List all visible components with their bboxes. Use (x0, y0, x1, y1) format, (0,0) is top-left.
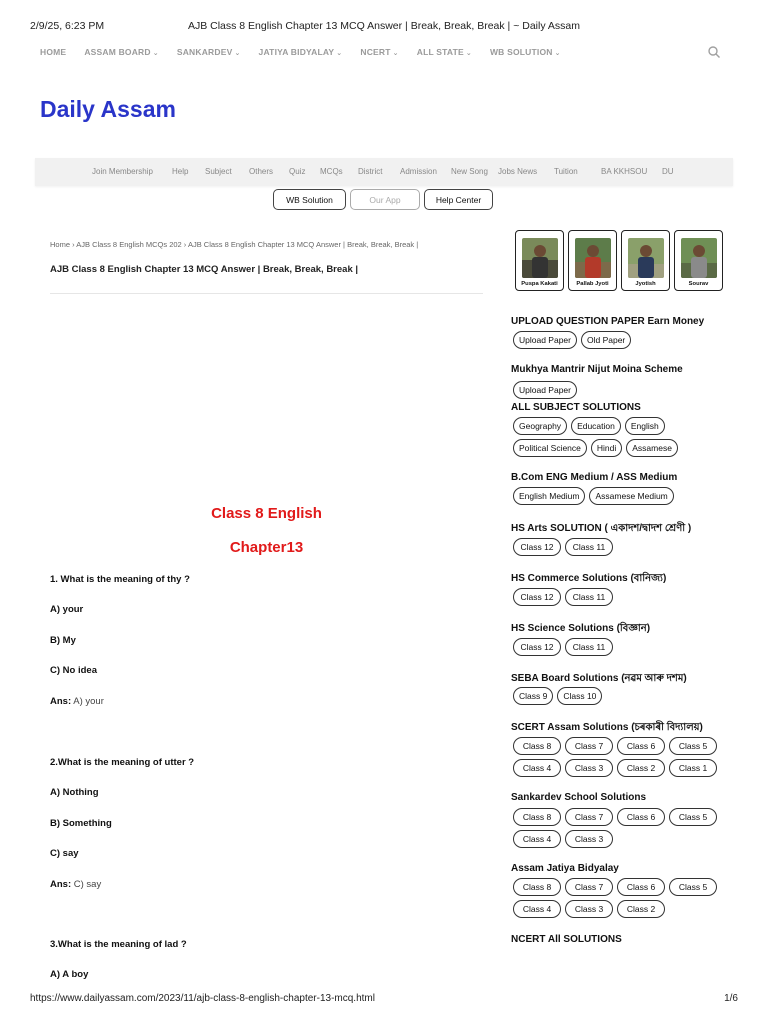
nav-sankardev[interactable] (177, 47, 241, 57)
help-center-button[interactable]: Help Center (424, 189, 493, 210)
class-chip[interactable]: Class 7 (565, 878, 613, 896)
class-chip[interactable]: Class 2 (617, 759, 665, 777)
class-chip[interactable]: Class 4 (513, 759, 561, 777)
profile-card[interactable] (674, 230, 723, 291)
old-paper-chip[interactable]: Old Paper (581, 331, 631, 349)
class-chip[interactable]: Class 1 (669, 759, 717, 777)
chip-row (513, 687, 602, 705)
sidebar-heading: SCERT Assam Solutions (চৰকাৰী বিদ্যালয়) (511, 722, 703, 733)
chip-row (513, 588, 613, 606)
menu-help[interactable]: Help (172, 167, 189, 176)
sidebar-heading: B.Com ENG Medium / ASS Medium (511, 472, 678, 483)
class-chip[interactable]: Class 11 (565, 588, 613, 606)
option: A) your (50, 604, 84, 615)
class-chip[interactable]: Class 5 (669, 808, 717, 826)
sidebar-heading: SEBA Board Solutions (নৱম আৰু দশম) (511, 673, 687, 684)
nav-label: JATIYA BIDYALAY (258, 47, 335, 57)
menu-district[interactable]: District (358, 167, 383, 176)
chip-row (513, 900, 665, 918)
answer-value: C) say (73, 879, 102, 890)
class-chip[interactable]: Class 8 (513, 737, 561, 755)
option: A) Nothing (50, 787, 99, 798)
class-chip[interactable]: Class 3 (565, 759, 613, 777)
sidebar-heading: HS Science Solutions (বিজ্ঞান) (511, 623, 651, 634)
subject-chip[interactable]: Political Science (513, 439, 587, 457)
title-divider (50, 293, 483, 294)
chevron-down-icon: ⌄ (152, 50, 159, 57)
sidebar-heading: HS Commerce Solutions (বানিজ্য) (511, 573, 667, 584)
answer-1 (50, 696, 104, 707)
menu-mcqs[interactable]: MCQs (320, 167, 343, 176)
menu-quiz[interactable]: Quiz (289, 167, 306, 176)
our-app-button[interactable]: Our App (350, 189, 420, 210)
chip-row (513, 417, 665, 435)
menu-subject[interactable]: Subject (205, 167, 232, 176)
subject-chip[interactable]: Geography (513, 417, 567, 435)
nav-ncert[interactable] (360, 47, 398, 57)
chip-row (513, 439, 678, 457)
print-page-title: AJB Class 8 English Chapter 13 MCQ Answer | Break, Break, Break | ~ Daily Assam (187, 20, 581, 32)
chevron-down-icon: ⌄ (554, 50, 561, 57)
class-chip[interactable]: Class 5 (669, 878, 717, 896)
class-chip[interactable]: Class 10 (557, 687, 602, 705)
chip-row (513, 538, 613, 556)
chapter-heading: Chapter13 (229, 539, 304, 556)
class-chip[interactable]: Class 8 (513, 878, 561, 896)
avatar (575, 238, 611, 278)
class-chip[interactable]: Class 12 (513, 538, 561, 556)
class-chip[interactable]: Class 11 (565, 538, 613, 556)
chip-row (513, 737, 717, 755)
menu-admission[interactable]: Admission (400, 167, 437, 176)
nav-home[interactable] (40, 47, 66, 57)
wb-solution-button[interactable]: WB Solution (273, 189, 346, 210)
class-chip[interactable]: Class 3 (565, 900, 613, 918)
class-chip[interactable]: Class 2 (617, 900, 665, 918)
nav-label: ASSAM BOARD (84, 47, 151, 57)
chip-row (513, 638, 613, 656)
option: B) Something (50, 818, 112, 829)
avatar (522, 238, 558, 278)
chip-row (513, 808, 717, 826)
menu-others[interactable]: Others (249, 167, 274, 176)
profile-name: Jyotish (635, 281, 656, 287)
chip-row (513, 878, 717, 896)
profile-card[interactable] (515, 230, 564, 291)
class-chip[interactable]: Class 4 (513, 900, 561, 918)
sidebar-heading: NCERT All SOLUTIONS (511, 934, 622, 945)
nav-jatiya-bidyalay[interactable] (259, 47, 343, 57)
class-heading: Class 8 English (211, 505, 322, 522)
menu-du[interactable]: DU (662, 167, 674, 176)
class-chip[interactable]: Class 9 (513, 687, 553, 705)
subject-chip[interactable]: Hindi (591, 439, 622, 457)
answer-2 (50, 879, 101, 890)
avatar (628, 238, 664, 278)
nav-label: ALL STATE (416, 47, 464, 57)
avatar (681, 238, 717, 278)
sidebar-heading: Mukhya Mantrir Nijut Moina Scheme (511, 364, 683, 375)
class-chip[interactable]: Class 4 (513, 830, 561, 848)
sidebar-heading: ALL SUBJECT SOLUTIONS (511, 402, 641, 413)
print-header (0, 0, 768, 34)
answer-label: Ans: (50, 879, 72, 890)
nav-all-state[interactable] (417, 47, 472, 57)
option: A) A boy (50, 969, 89, 980)
chevron-down-icon: ⌄ (392, 50, 399, 57)
option: B) My (50, 635, 76, 646)
chip-row (513, 830, 613, 848)
nav-wb-solution[interactable] (490, 47, 561, 57)
option: C) No idea (50, 665, 97, 676)
page-title: AJB Class 8 English Chapter 13 MCQ Answer | Break, Break, Break | (50, 264, 359, 275)
menu-tuition[interactable]: Tuition (554, 167, 578, 176)
upload-paper-chip[interactable]: Upload Paper (513, 331, 577, 349)
medium-chip[interactable]: English Medium (513, 487, 585, 505)
sidebar-heading: HS Arts SOLUTION ( একাদশ/দ্বাদশ শ্ৰেণী ) (511, 523, 692, 534)
nav-label: SANKARDEV (176, 47, 233, 57)
chip-row (513, 331, 631, 349)
print-datetime: 2/9/25, 6:23 PM (30, 20, 105, 32)
class-chip[interactable]: Class 5 (669, 737, 717, 755)
menu-new-song[interactable]: New Song (451, 167, 488, 176)
quick-links (273, 189, 493, 210)
class-chip[interactable]: Class 3 (565, 830, 613, 848)
question-3: 3.What is the meaning of lad ? (50, 939, 187, 950)
profile-name: Sourav (688, 281, 709, 287)
class-chip[interactable]: Class 12 (513, 588, 561, 606)
class-chip[interactable]: Class 6 (617, 878, 665, 896)
menu-ba-kkhsou[interactable]: BA KKHSOU (601, 167, 648, 176)
print-footer (0, 993, 768, 1023)
secondary-menu (35, 158, 733, 186)
subject-chip[interactable]: English (625, 417, 665, 435)
subject-chip[interactable]: Assamese (626, 439, 678, 457)
answer-value: A) your (73, 696, 104, 707)
profile-name: Puspa Kakati (521, 281, 558, 287)
question-1: 1. What is the meaning of thy ? (50, 574, 190, 585)
chevron-down-icon: ⌄ (336, 50, 343, 57)
profile-card[interactable] (621, 230, 670, 291)
sidebar-heading: Assam Jatiya Bidyalay (511, 863, 619, 874)
chip-row (513, 487, 674, 505)
class-chip[interactable]: Class 6 (617, 737, 665, 755)
class-chip[interactable]: Class 7 (565, 737, 613, 755)
option: C) say (50, 848, 79, 859)
class-chip[interactable]: Class 11 (565, 638, 613, 656)
subject-chip[interactable]: Education (571, 417, 621, 435)
medium-chip[interactable]: Assamese Medium (589, 487, 673, 505)
nav-label: NCERT (360, 47, 391, 57)
chip-row (513, 759, 717, 777)
class-chip[interactable]: Class 8 (513, 808, 561, 826)
profile-card[interactable] (568, 230, 617, 291)
search-icon[interactable] (707, 45, 721, 59)
author-profiles (515, 230, 723, 291)
top-navigation (35, 38, 733, 66)
chevron-down-icon: ⌄ (234, 50, 241, 57)
breadcrumb[interactable]: Home › AJB Class 8 English MCQs 202 › AJB Class 8 English Chapter 13 MCQ Answer | Break, Break, Break | (50, 240, 419, 249)
profile-name: Pallab Jyoti (576, 281, 609, 287)
nav-assam-board[interactable] (84, 47, 159, 57)
print-page-number: 1/6 (724, 993, 738, 1004)
class-chip[interactable]: Class 12 (513, 638, 561, 656)
menu-jobs-news[interactable]: Jobs News (498, 167, 538, 176)
menu-join-membership[interactable]: Join Membership (92, 167, 153, 176)
nav-label: HOME (40, 47, 67, 57)
sidebar-heading: Sankardev School Solutions (511, 792, 647, 803)
question-2: 2.What is the meaning of utter ? (50, 757, 195, 768)
answer-label: Ans: (50, 696, 72, 707)
chip-row (513, 381, 577, 399)
class-chip[interactable]: Class 7 (565, 808, 613, 826)
class-chip[interactable]: Class 6 (617, 808, 665, 826)
print-url: https://www.dailyassam.com/2023/11/ajb-class-8-english-chapter-13-mcq.html (30, 993, 375, 1004)
upload-paper-chip[interactable]: Upload Paper (513, 381, 577, 399)
sidebar-heading: UPLOAD QUESTION PAPER Earn Money (511, 316, 705, 327)
nav-label: WB SOLUTION (489, 47, 553, 57)
site-logo[interactable]: Daily Assam (40, 96, 176, 122)
chevron-down-icon: ⌄ (465, 50, 472, 57)
